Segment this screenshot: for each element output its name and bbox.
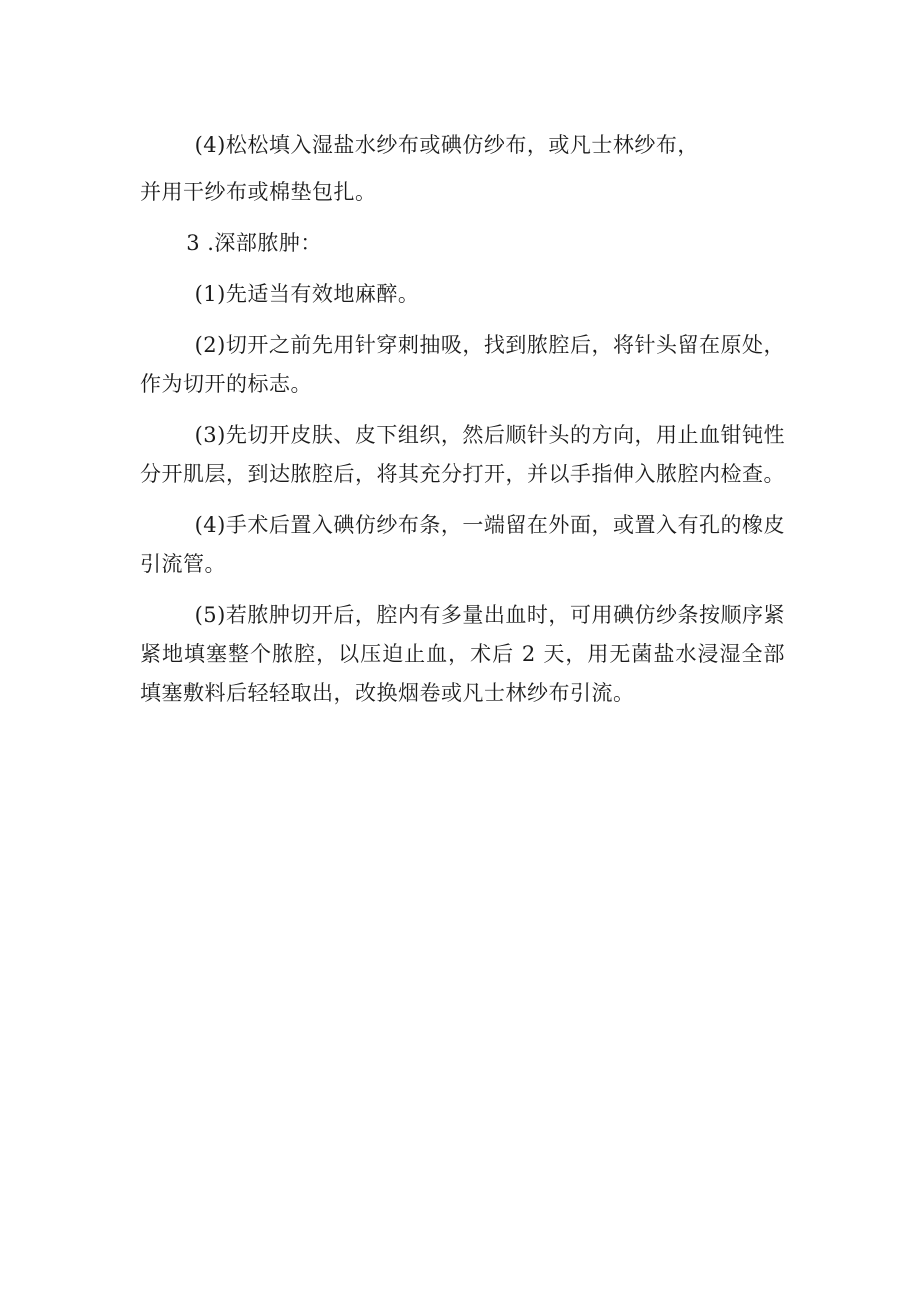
paragraph-step-4-bandage: 并用干纱布或棉垫包扎。 — [140, 180, 377, 204]
document-body — [140, 126, 785, 725]
paragraph-deep-step-5: (5)若脓肿切开后，腔内有多量出血时，可用碘仿纱条按顺序紧紧地填塞整个脓腔，以压迫止血，术后 2 天，用无菌盐水浸湿全部填塞敷料后轻轻取出，改换烟卷或凡士林纱布引流。 — [140, 603, 785, 705]
section-heading-deep-abscess: 3 .深部脓肿： — [186, 231, 322, 255]
paragraph-deep-step-4: (4)手术后置入碘仿纱布条，一端留在外面，或置入有孔的橡皮引流管。 — [140, 513, 785, 576]
paragraph-deep-step-3: (3)先切开皮肤、皮下组织，然后顺针头的方向，用止血钳钝性分开肌层，到达脓腔后，将其充分打开，并以手指伸入脓腔内检查。 — [140, 423, 785, 486]
paragraph-deep-step-1: (1)先适当有效地麻醉。 — [194, 282, 420, 306]
paragraph-deep-step-2: (2)切开之前先用针穿刺抽吸，找到脓腔后，将针头留在原处，作为切开的标志。 — [140, 333, 785, 396]
paragraph-step-4-packing: (4)松松填入湿盐水纱布或碘仿纱布，或凡士林纱布， — [194, 133, 699, 157]
